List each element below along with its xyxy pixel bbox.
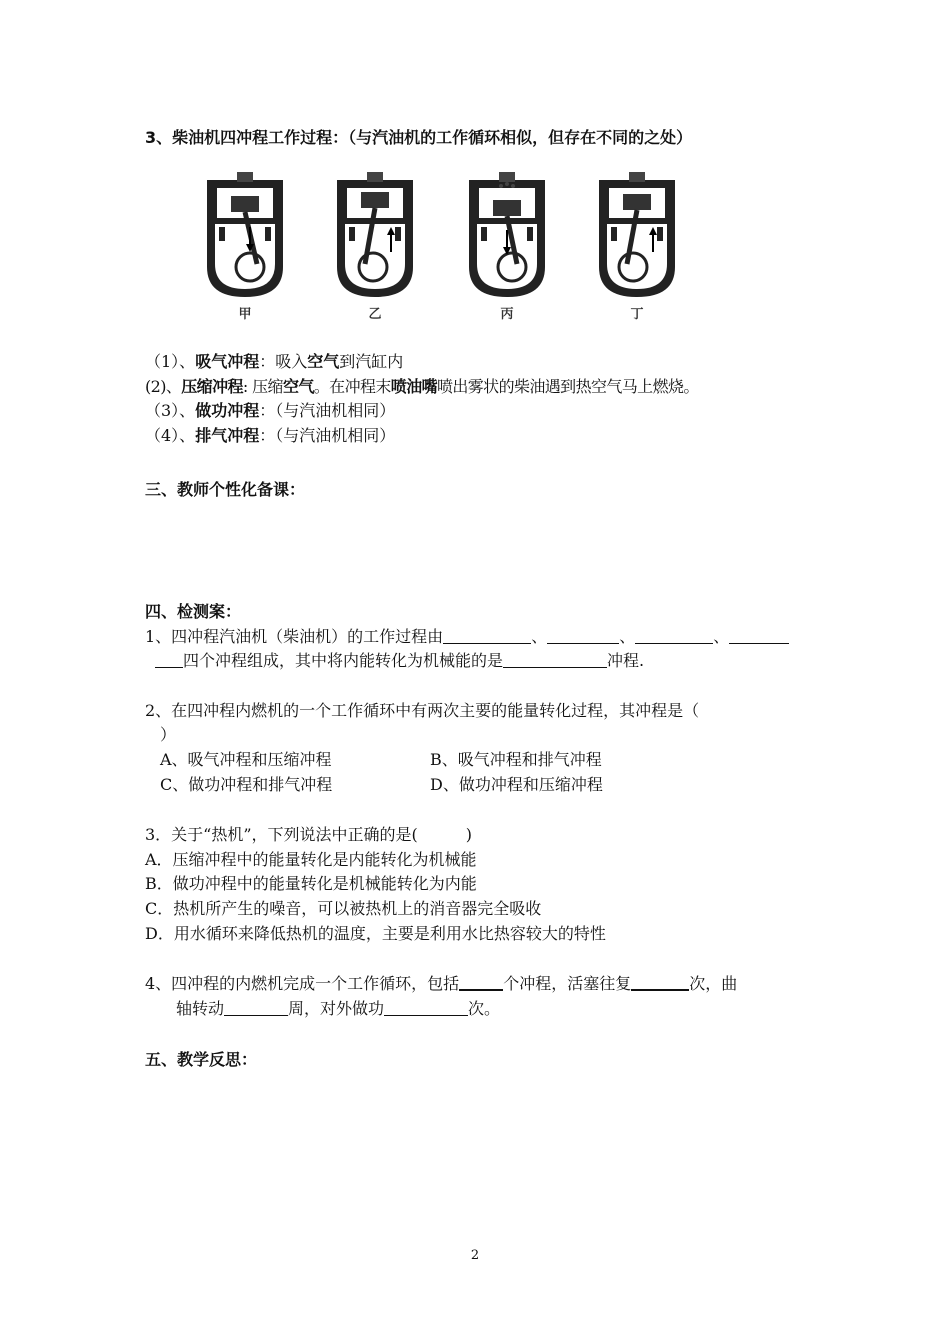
engine-diagram-bing	[467, 172, 547, 322]
engine-exhaust-icon	[597, 172, 677, 302]
q2-option-c: C、做功冲程和排气冲程	[160, 775, 333, 794]
engine-diagram-yi	[335, 172, 415, 322]
q3-option-c: C．热机所产生的噪音，可以被热机上的消音器完全吸收	[145, 899, 542, 918]
q1-blank-3[interactable]	[635, 627, 713, 644]
question-4-line-2: 轴转动 周，对外做功 次。	[176, 999, 501, 1018]
q3-option-d: D．用水循环来降低热机的温度，主要是利用水比热容较大的特性	[145, 924, 606, 943]
teaching-reflection-heading: 五、教学反思：	[145, 1050, 258, 1069]
q2-option-b: B、吸气冲程和排气冲程	[430, 750, 602, 769]
teacher-prep-heading: 三、教师个性化备课：	[145, 480, 306, 499]
question-3-stem: 3．关于“热机”，下列说法中正确的是( )	[145, 825, 473, 844]
stroke-power-line: （3）、做功冲程：（与汽油机相同）	[145, 401, 396, 420]
question-2-stem-close: ）	[160, 725, 177, 744]
engine-label-ding: 丁	[630, 307, 644, 322]
engine-power-icon	[467, 172, 547, 302]
q2-option-a: A、吸气冲程和压缩冲程	[160, 750, 332, 769]
engine-diagram-jia	[205, 172, 285, 322]
q1-blank-4-cont[interactable]	[155, 651, 183, 668]
question-2-stem: 2、在四冲程内燃机的一个工作循环中有两次主要的能量转化过程，其冲程是（	[145, 701, 700, 720]
q2-option-d: D、做功冲程和压缩冲程	[430, 775, 603, 794]
q3-option-b: B．做功冲程中的能量转化是机械能转化为内能	[145, 874, 477, 893]
q4-blank-strokes[interactable]	[459, 973, 503, 991]
stroke-intake-line: （1）、吸气冲程：吸入空气到汽缸内	[145, 352, 404, 371]
engine-label-yi: 乙	[368, 307, 382, 322]
q1-blank-4[interactable]	[729, 627, 789, 644]
q4-blank-piston[interactable]	[631, 973, 689, 991]
engine-diagram-ding	[597, 172, 677, 322]
engine-compression-icon	[335, 172, 415, 302]
q4-blank-work[interactable]	[384, 999, 468, 1016]
q1-blank-2[interactable]	[547, 627, 619, 644]
q1-blank-5[interactable]	[503, 651, 607, 668]
engine-intake-icon	[205, 172, 285, 302]
question-4-line-1: 4、四冲程的内燃机完成一个工作循环，包括 个冲程，活塞往复 次，曲	[145, 974, 738, 993]
stroke-exhaust-line: （4）、排气冲程：（与汽油机相同）	[145, 426, 396, 445]
q1-blank-1[interactable]	[443, 627, 531, 644]
diesel-engine-diagrams	[205, 172, 644, 322]
page-number: 2	[470, 1248, 480, 1263]
engine-label-jia: 甲	[238, 307, 252, 322]
q4-blank-crank[interactable]	[224, 999, 288, 1016]
engine-label-bing: 丙	[500, 307, 514, 322]
test-section-heading: 四、检测案：	[145, 602, 242, 621]
section3-heading: 3、柴油机四冲程工作过程：（与汽油机的工作循环相似，但存在不同的之处）	[145, 128, 693, 147]
stroke-compression-line: (2)、压缩冲程: 压缩空气。在冲程末喷油嘴喷出雾状的柴油遇到热空气马上燃烧。	[145, 377, 699, 396]
q3-option-a: A．压缩冲程中的能量转化是内能转化为机械能	[145, 850, 477, 869]
question-1-line-1: 1、四冲程汽油机（柴油机）的工作过程由 、 、 、	[145, 625, 789, 649]
question-1-line-2: 四个冲程组成，其中将内能转化为机械能的是 冲程.	[155, 649, 644, 673]
